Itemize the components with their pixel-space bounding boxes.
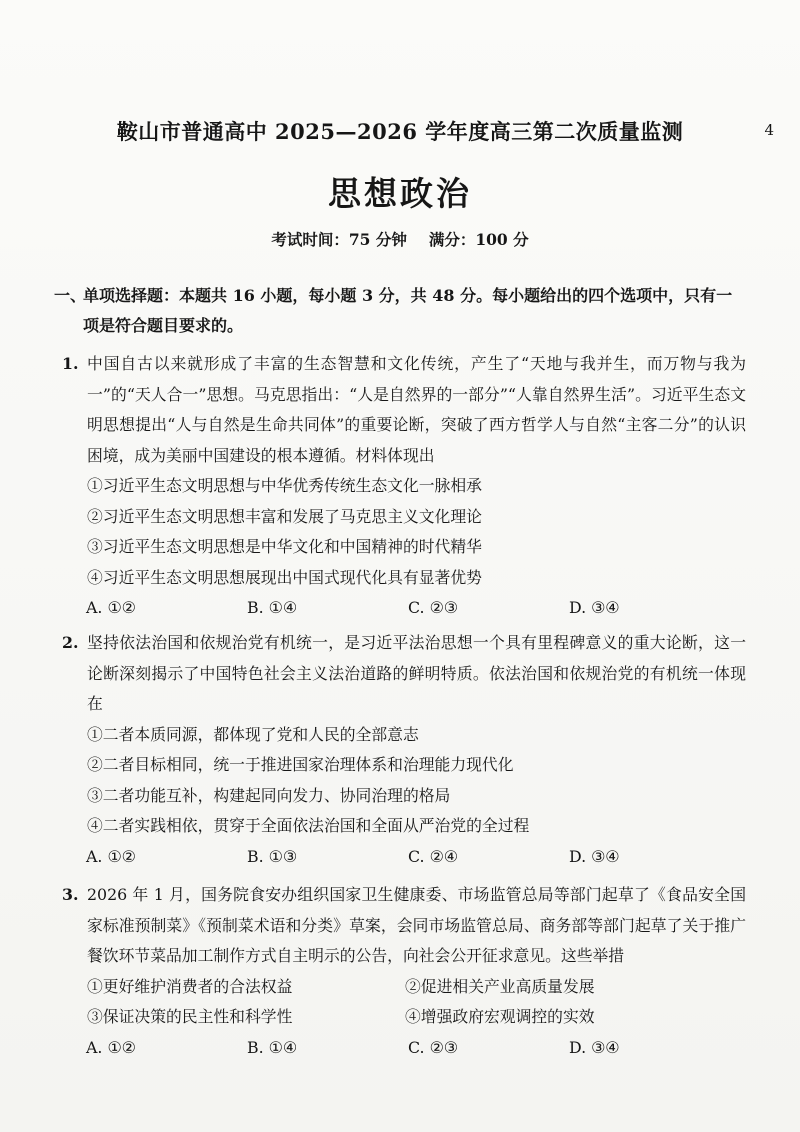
statement-option: ④习近平生态文明思想展现出中国式现代化具有显著优势 <box>87 567 482 587</box>
exam-header-title: 鞍山市普通高中 2025—2026 学年度高三第二次质量监测 <box>116 119 684 144</box>
question-3 <box>62 880 746 1063</box>
exam-full-score: 满分：100 分 <box>428 230 529 249</box>
question-stem: 坚持依法治国和依规治党有机统一，是习近平法治思想一个具有里程碑意义的重大论断，这一论断深刻揭示了中国特色社会主义法治道路的鲜明特质。依法治国和依规治党的有机统一体现在 <box>87 633 746 713</box>
answer-choices <box>62 842 746 873</box>
question-2 <box>62 628 746 872</box>
statement-option: ①二者本质同源，都体现了党和人民的全部意志 <box>87 724 419 744</box>
statement-option: ③习近平生态文明思想是中华文化和中国精神的时代精华 <box>87 537 482 556</box>
page-number: 4 <box>764 121 774 139</box>
answer-choices <box>62 1033 746 1064</box>
choice-b: B. ①③ <box>247 846 297 866</box>
section-heading <box>54 281 744 341</box>
statement-option: ③保证决策的民主性和科学性 <box>87 1007 293 1026</box>
subject-title: 思想政治 <box>328 174 472 213</box>
statement-option: ②习近平生态文明思想丰富和发展了马克思主义文化理论 <box>87 506 482 526</box>
choice-c: C. ②③ <box>408 1037 458 1057</box>
statement-option: ④二者实践相依，贯穿于全面依法治国和全面从严治党的全过程 <box>87 816 530 835</box>
statement-option: ①更好维护消费者的合法权益 <box>87 976 293 996</box>
statement-option: ④增强政府宏观调控的实效 <box>405 1007 595 1026</box>
statement-option: ②促进相关产业高质量发展 <box>405 976 595 996</box>
choice-a: A. ①② <box>86 846 136 866</box>
choice-d: D. ③④ <box>569 846 620 866</box>
choice-b: B. ①④ <box>247 598 297 617</box>
choice-d: D. ③④ <box>569 1037 620 1057</box>
statement-options-row <box>62 1002 746 1033</box>
exam-time: 考试时间：75 分钟 <box>271 230 407 249</box>
statement-option: ①习近平生态文明思想与中华优秀传统生态文化一脉相承 <box>87 476 482 495</box>
question-number: 3. <box>62 885 79 904</box>
question-stem: 2026 年 1 月，国务院食安办组织国家卫生健康委、市场监管总局等部门起草了《食品安全国家标准预制菜》《预制菜术语和分类》草案，会同市场监管总局、商务部等部门起草了关于推广餐饮环节菜品加工制作方式自主明示的公告，向社会公开征求意见。这些举措 <box>87 885 746 965</box>
question-stem: 中国自古以来就形成了丰富的生态智慧和文化传统，产生了“天地与我并生，而万物与我为一”的“天人合一”思想。马克思指出：“人是自然界的一部分”“人靠自然界生活”。习近平生态文明思想提出“人与自然是生命共同体”的重要论断，突破了西方哲学人与自然“主客二分”的认识困境，成为美丽中国建设的根本遵循。材料体现出 <box>87 354 746 465</box>
question-number: 2. <box>62 633 79 652</box>
choice-c: C. ②④ <box>408 846 458 866</box>
choice-c: C. ②③ <box>408 598 458 617</box>
statement-options-row <box>62 972 746 1003</box>
section-instructions: 单项选择题：本题共 16 小题，每小题 3 分，共 48 分。每小题给出的四个选项中，只有一项是符合题目要求的。 <box>83 286 733 335</box>
statement-option: ③二者功能互补，构建起同向发力、协同治理的格局 <box>87 785 451 805</box>
answer-choices <box>62 593 746 624</box>
question-number: 1. <box>62 354 79 373</box>
choice-a: A. ①② <box>86 598 136 617</box>
statement-option: ②二者目标相同，统一于推进国家治理体系和治理能力现代化 <box>87 755 514 774</box>
choice-b: B. ①④ <box>247 1037 297 1057</box>
choice-a: A. ①② <box>86 1037 136 1057</box>
question-1 <box>62 349 746 624</box>
section-number: 一、 <box>54 286 87 305</box>
exam-info <box>0 228 800 250</box>
choice-d: D. ③④ <box>569 598 620 617</box>
